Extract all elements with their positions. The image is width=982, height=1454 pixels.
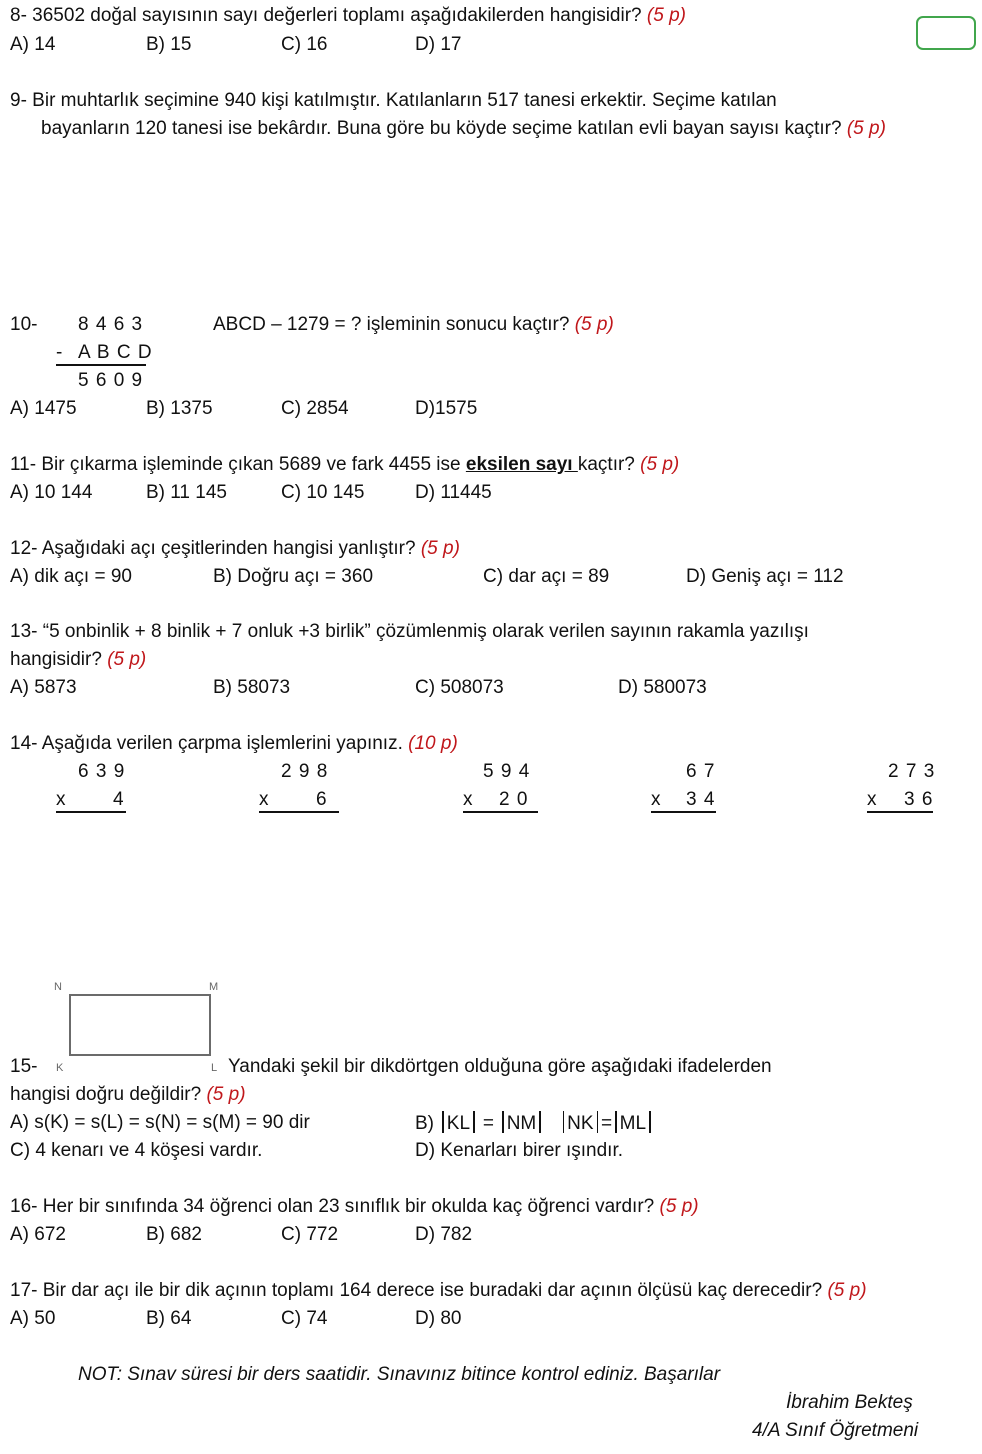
q8-text: 8- 36502 doğal sayısının sayı değerleri toplamı aşağıdakilerden hangisidir? (5 p) [10,5,686,26]
q13-points: (5 p) [107,649,147,670]
vertex-label-l: L [211,1062,218,1074]
q14-text: 14- Aşağıda verilen çarpma işlemlerini yapınız. (10 p) [10,733,458,754]
q15-line2: hangisi doğru değildir? (5 p) [10,1084,246,1105]
q15-rectangle-figure [45,975,235,1075]
vertex-label-k: K [56,1062,64,1074]
q12-option-b: B) Doğru açı = 360 [213,566,374,587]
q10-subtrahend: A B C D [78,342,153,363]
q12-option-a: A) dik açı = 90 [10,566,132,587]
q13-line2: hangisidir? (5 p) [10,649,147,670]
q10-number: 10- [10,314,38,335]
q14-problem3-mult: 2 0 [499,789,529,810]
segment-bar [473,1111,475,1133]
q15-option-d: D) Kenarları birer ışındır. [415,1140,624,1161]
q14-problem5-mult: 3 6 [904,789,934,810]
q17-option-a: A) 50 [10,1308,56,1329]
q12-option-d: D) Geniş açı = 112 [686,566,844,587]
teacher-name: İbrahim Bekteş [786,1392,913,1413]
q10-option-a: A) 1475 [10,398,77,419]
q16-option-a: A) 672 [10,1224,66,1245]
q13-option-b: B) 58073 [213,677,291,698]
q14-problem3-x: x [463,789,474,810]
segment-bar [563,1111,565,1133]
q14-problem2-x: x [259,789,270,810]
q15-option-c: C) 4 kenarı ve 4 köşesi vardır. [10,1140,263,1161]
q8-option-d: D) 17 [415,34,462,55]
q14-problem1-mult: 4 [113,789,125,810]
segment-bar [539,1111,541,1133]
q11-option-d: D) 11445 [415,482,492,503]
q15-points: (5 p) [206,1084,246,1105]
q11-option-b: B) 11 145 [146,482,227,503]
q13-option-d: D) 580073 [618,677,707,698]
q8-points: (5 p) [646,5,686,26]
q11-option-c: C) 10 145 [281,482,365,503]
exam-note: NOT: Sınav süresi bir ders saatidir. Sınavınız bitince kontrol ediniz. Başarılar [78,1364,721,1385]
q12-text: 12- Aşağıdaki açı çeşitlerinden hangisi yanlıştır? (5 p) [10,538,460,559]
q8-option-c: C) 16 [281,34,328,55]
q13-option-a: A) 5873 [10,677,77,698]
q16-option-c: C) 772 [281,1224,339,1245]
q14-problem2-mult: 6 [316,789,328,810]
q15-line1: Yandaki şekil bir dikdörtgen olduğuna göre aşağıdaki ifadelerden [228,1056,772,1077]
q11-emphasis: eksilen sayı [465,454,578,475]
q14-problem5-top: 2 7 3 [888,761,936,782]
rectangle-shape [70,995,210,1055]
q10-option-b: B) 1375 [146,398,213,419]
segment-bar [615,1111,617,1133]
q14-problem4-top: 6 7 [686,761,716,782]
vertex-label-n: N [54,981,62,993]
q15-option-b: B) KL = NM NK = ML [415,1111,654,1136]
q14-problem4-line [651,811,716,813]
q14-points: (10 p) [408,733,458,754]
q17-text: 17- Bir dar açı ile bir dik açının toplamı 164 derece ise buradaki dar açının ölçüsü kaç derecedir? (5 p) [10,1280,867,1301]
q17-option-d: D) 80 [415,1308,462,1329]
q9-points: (5 p) [846,118,886,139]
q16-option-d: D) 782 [415,1224,473,1245]
q13-option-c: C) 508073 [415,677,504,698]
q14-problem3-top: 5 9 4 [483,761,531,782]
q10-points: (5 p) [574,314,614,335]
q13-line1: 13- “5 onbinlik + 8 binlik + 7 onluk +3 birlik” çözümlenmiş olarak verilen sayının rakamla yazılışı [10,621,809,642]
segment-bar [649,1111,651,1133]
q15-number: 15- [10,1056,38,1077]
q14-problem2-top: 2 9 8 [281,761,329,782]
q17-option-b: B) 64 [146,1308,192,1329]
segment-bar [502,1111,504,1133]
q10-result: 5 6 0 9 [78,370,144,391]
q11-points: (5 p) [640,454,680,475]
q17-option-c: C) 74 [281,1308,328,1329]
q10-minuend: 8 4 6 3 [78,314,144,335]
segment-bar [597,1111,599,1133]
q12-option-c: C) dar açı = 89 [483,566,610,587]
q14-problem4-x: x [651,789,662,810]
q9-line2: bayanların 120 tanesi ise bekârdır. Buna göre bu köyde seçime katılan evli bayan sayısı kaçtır? (5 p) [41,118,886,139]
q8-option-b: B) 15 [146,34,192,55]
q9-line1: 9- Bir muhtarlık seçimine 940 kişi katılmıştır. Katılanların 517 tanesi erkektir. Seçime katılan [10,90,777,111]
q10-option-d: D)1575 [415,398,478,419]
q10-sum-line [56,364,146,366]
q11-text: 11- Bir çıkarma işleminde çıkan 5689 ve fark 4455 ise eksilen sayı kaçtır? (5 p) [10,454,680,475]
q14-problem5-line [867,811,933,813]
q16-option-b: B) 682 [146,1224,202,1245]
vertex-label-m: M [209,981,219,993]
q10-option-c: C) 2854 [281,398,349,419]
q14-problem3-line [463,811,538,813]
q17-points: (5 p) [827,1280,867,1301]
q10-text: ABCD – 1279 = ? işleminin sonucu kaçtır? (5 p) [213,314,614,335]
q8-option-a: A) 14 [10,34,56,55]
q14-problem1-line [56,811,126,813]
teacher-role: 4/A Sınıf Öğretmeni [752,1420,919,1441]
q14-problem4-mult: 3 4 [686,789,716,810]
q15-option-a: A) s(K) = s(L) = s(N) = s(M) = 90 dir [10,1112,310,1133]
q16-points: (5 p) [659,1196,699,1217]
q14-problem1-x: x [56,789,67,810]
q11-option-a: A) 10 144 [10,482,93,503]
q14-problem5-x: x [867,789,878,810]
segment-bar [442,1111,444,1133]
q10-minus-sign: - [56,342,63,363]
q12-points: (5 p) [420,538,460,559]
q16-text: 16- Her bir sınıfında 34 öğrenci olan 23 sınıflık bir okulda kaç öğrenci vardır? (5 p) [10,1196,699,1217]
answer-box[interactable] [916,16,976,50]
q14-problem1-top: 6 3 9 [78,761,126,782]
q14-problem2-line [259,811,339,813]
